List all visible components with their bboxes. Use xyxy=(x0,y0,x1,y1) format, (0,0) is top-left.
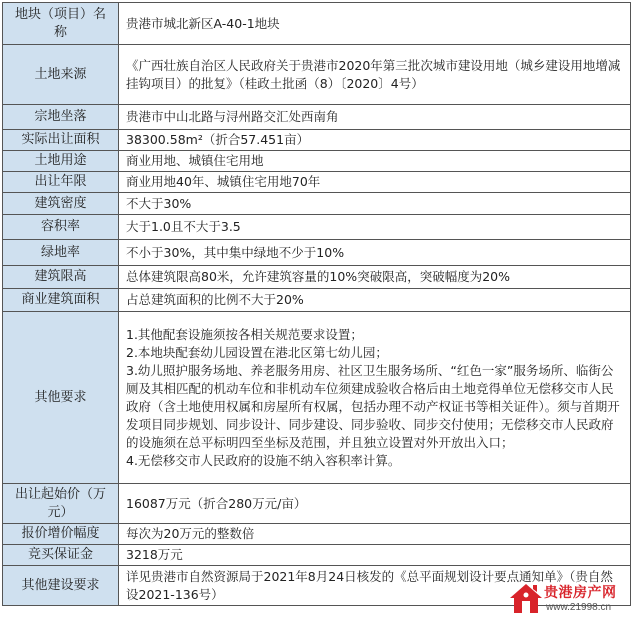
row-label-other-requirements: 其他要求 xyxy=(3,312,119,484)
row-label-term: 出让年限 xyxy=(3,172,119,193)
row-value-green-ratio: 不小于30%，其中集中绿地不少于10% xyxy=(119,240,631,266)
row-label-bid-increment: 报价增价幅度 xyxy=(3,524,119,545)
table-row xyxy=(3,215,631,240)
row-label-land-source: 土地来源 xyxy=(3,45,119,105)
table-row xyxy=(3,105,631,130)
row-label-height-limit: 建筑限高 xyxy=(3,266,119,289)
table-row xyxy=(3,45,631,105)
row-label-starting-price: 出让起始价（万元） xyxy=(3,484,119,524)
watermark-site-url: www.21998.cn xyxy=(546,602,612,613)
table-row xyxy=(3,240,631,266)
row-label-plot-ratio: 容积率 xyxy=(3,215,119,240)
row-label-commercial-area: 商业建筑面积 xyxy=(3,289,119,312)
row-value-land-use: 商业用地、城镇住宅用地 xyxy=(119,151,631,172)
table-row xyxy=(3,289,631,312)
table-row xyxy=(3,172,631,193)
row-value-parcel-name: 贵港市城北新区A-40-1地块 xyxy=(119,3,631,45)
row-value-starting-price: 16087万元（折合280万元/亩） xyxy=(119,484,631,524)
row-label-location: 宗地坐落 xyxy=(3,105,119,130)
requirement-item-2: 2.本地块配套幼儿园设置在港北区第七幼儿园； xyxy=(126,344,388,360)
row-value-land-source: 《广西壮族自治区人民政府关于贵港市2020年第三批次城市建设用地（城乡建设用地增减挂钩项目）的批复》（桂政土批函（8）〔2020〕4号） xyxy=(119,45,631,105)
row-label-green-ratio: 绿地率 xyxy=(3,240,119,266)
row-value-building-density: 不大于30% xyxy=(119,193,631,215)
requirement-item-1: 1.其他配套设施须按各相关规范要求设置； xyxy=(126,326,363,342)
row-label-land-use: 土地用途 xyxy=(3,151,119,172)
table-row xyxy=(3,484,631,524)
row-label-area: 实际出让面积 xyxy=(3,130,119,151)
table-row xyxy=(3,312,631,484)
table-row xyxy=(3,130,631,151)
table-row xyxy=(3,3,631,45)
row-value-construction-requirements: 详见贵港市自然资源局于2021年8月24日核发的《总平面规划设计要点通知单》（贵自然设2021-136号） xyxy=(119,566,631,606)
row-label-deposit: 竞买保证金 xyxy=(3,545,119,566)
row-value-commercial-area: 占总建筑面积的比例不大于20% xyxy=(119,289,631,312)
row-value-area: 38300.58m²（折合57.451亩） xyxy=(119,130,631,151)
requirement-item-4: 4.无偿移交市人民政府的设施不纳入容积率计算。 xyxy=(126,452,401,468)
table-row xyxy=(3,545,631,566)
row-value-other-requirements xyxy=(119,312,631,484)
watermark-site-name: 贵港房产网 xyxy=(544,585,617,601)
table-row xyxy=(3,193,631,215)
row-value-bid-increment: 每次为20万元的整数倍 xyxy=(119,524,631,545)
requirement-item-3: 3.幼儿照护服务场地、养老服务用房、社区卫生服务场所、“红色一家”服务场所、临街公厕及其相匹配的机动车位和非机动车位须建成验收合格后由土地竞得单位无偿移交市人民政府（含土地使用权属和房屋所有权属，包括办理不动产权证书等相关证件）。须与首期开发项目同步规划、同步设计、同步建设、同步验收、同步交付使用；无偿移交市人民政府的设施须在总平标明四至坐标及范围，并且独立设置对外开放出入口； xyxy=(126,362,620,450)
row-label-construction-requirements: 其他建设要求 xyxy=(3,566,119,606)
row-value-deposit: 3218万元 xyxy=(119,545,631,566)
table-row xyxy=(3,151,631,172)
table-row xyxy=(3,266,631,289)
site-watermark xyxy=(507,576,629,616)
row-value-location: 贵港市中山北路与浔州路交汇处西南角 xyxy=(119,105,631,130)
house-logo-icon xyxy=(507,581,545,615)
row-label-building-density: 建筑密度 xyxy=(3,193,119,215)
land-info-table xyxy=(2,2,631,606)
row-value-plot-ratio: 大于1.0且不大于3.5 xyxy=(119,215,631,240)
row-value-height-limit: 总体建筑限高80米，允许建筑容量的10%突破限高，突破幅度为20% xyxy=(119,266,631,289)
row-label-parcel-name: 地块（项目）名称 xyxy=(3,3,119,45)
row-value-term: 商业用地40年、城镇住宅用地70年 xyxy=(119,172,631,193)
table-row xyxy=(3,524,631,545)
